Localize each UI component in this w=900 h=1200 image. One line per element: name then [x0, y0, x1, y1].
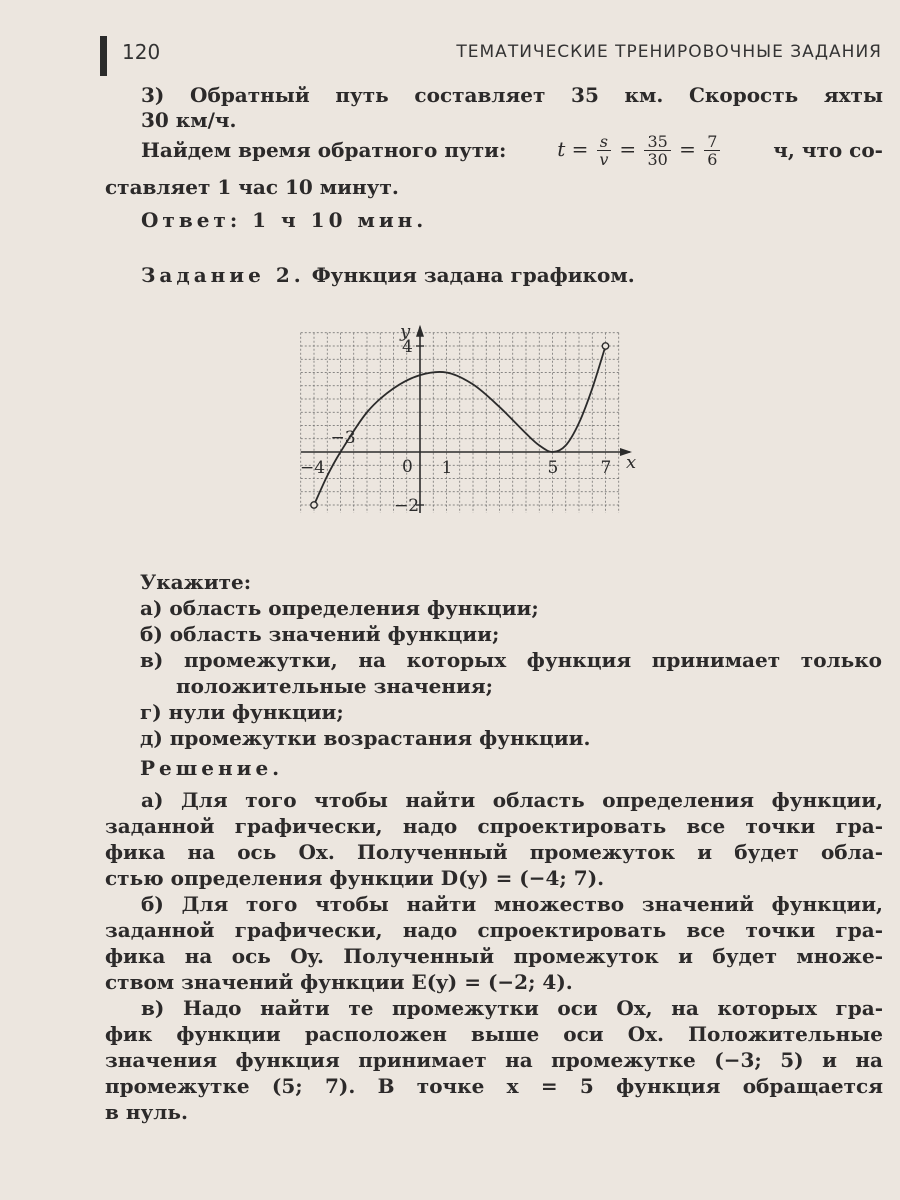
open-endpoint — [602, 343, 608, 349]
x-tick-label: 7 — [600, 458, 612, 478]
solution-line: б) Для того чтобы найти множество значений функции, — [141, 892, 883, 916]
solution-line: в) Надо найти те промежутки оси Ox, на которых гра- — [141, 996, 883, 1020]
solution-line: ством значений функции E(y) = (−2; 4). — [105, 970, 573, 994]
solution-line: фика на ось Ox. Полученный промежуток и будет обла- — [105, 840, 883, 864]
solution-line: заданной графически, надо спроектировать все точки гра- — [105, 918, 883, 942]
item3-line1: 3) Обратный путь составляет 35 км. Скорость яхты — [141, 83, 883, 107]
page-number: 120 — [122, 40, 161, 64]
solution-line: заданной графически, надо спроектировать все точки гра- — [105, 814, 883, 838]
task-label: Задание 2. — [141, 263, 305, 287]
x-tick-label: 1 — [441, 458, 453, 478]
running-title: ТЕМАТИЧЕСКИЕ ТРЕНИРОВОЧНЫЕ ЗАДАНИЯ — [456, 42, 882, 62]
solution-line: в нуль. — [105, 1100, 188, 1124]
x-tick-label: −4 — [300, 458, 326, 478]
x-axis-label: x — [626, 452, 637, 473]
solution-line: фик функции расположен выше оси Ox. Положительные — [105, 1022, 883, 1046]
task-heading — [105, 263, 883, 288]
instruction-item-a: а) область определения функции; — [140, 596, 539, 620]
solution-line: фика на ось Oy. Полученный промежуток и будет множе- — [105, 944, 883, 968]
solution-line: а) Для того чтобы найти область определения функции, — [141, 788, 883, 812]
formula: t = $\frac{s}{v}$ = $\frac{35}{30}$ = $\frac{7}{6}$ — [557, 133, 722, 168]
result-line: ставляет 1 час 10 минут. — [105, 175, 399, 199]
y-tick-label: −2 — [394, 496, 420, 516]
solution-heading: Решение. — [140, 756, 284, 780]
instructions-intro: Укажите: — [140, 570, 252, 594]
instruction-item-v: в) промежутки, на которых функция принимает только — [140, 648, 882, 672]
y-tick-label: 4 — [402, 337, 413, 357]
open-endpoint — [311, 502, 317, 508]
y-axis-label: y — [400, 320, 411, 342]
find-text: Найдем время обратного пути: — [141, 137, 507, 162]
instruction-item-g: г) нули функции; — [140, 700, 344, 724]
unit-tail: ч, что со- — [773, 137, 883, 162]
x-tick-label: 5 — [547, 458, 559, 478]
solution-line: значения функция принимает на промежутке (−3; 5) и на — [105, 1048, 883, 1072]
task-text: Функция задана графиком. — [311, 263, 635, 287]
instruction-item-v-cont: положительные значения; — [176, 674, 493, 698]
solution-line: промежутке (5; 7). В точке x = 5 функция обращается — [105, 1074, 883, 1098]
item3-line2: 30 км/ч. — [141, 108, 237, 132]
solution-line: стью определения функции D(y) = (−4; 7). — [105, 866, 605, 890]
function-graph — [260, 305, 720, 550]
margin-bar — [100, 36, 107, 76]
y-axis-arrow — [416, 325, 424, 337]
x-tick-label: −3 — [330, 428, 356, 448]
x-tick-label: 0 — [402, 457, 413, 477]
answer-line: Ответ: 1 ч 10 мин. — [141, 208, 428, 232]
instruction-item-d: д) промежутки возрастания функции. — [140, 726, 591, 750]
instruction-item-b: б) область значений функции; — [140, 622, 500, 646]
formula-line — [105, 130, 883, 170]
